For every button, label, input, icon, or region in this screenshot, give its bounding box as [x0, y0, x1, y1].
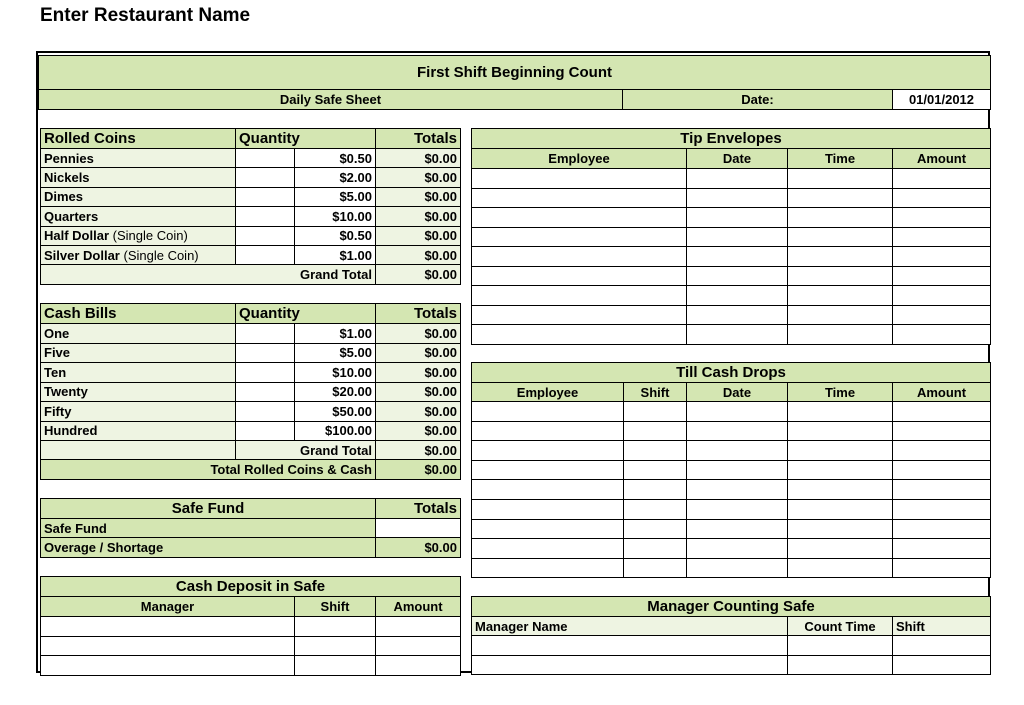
bill-total: $0.00	[375, 343, 461, 364]
tip-date-input[interactable]	[686, 188, 788, 209]
tip-date-input[interactable]	[686, 168, 788, 189]
tip-time-input[interactable]	[787, 168, 893, 189]
bill-value: $20.00	[294, 382, 376, 403]
page-title: Enter Restaurant Name	[40, 5, 251, 26]
till-employee-input[interactable]	[471, 558, 624, 579]
safe-fund-totals-label: Totals	[375, 498, 461, 519]
mgr-count-time-input[interactable]	[787, 655, 893, 676]
bill-row-label: Fifty	[40, 401, 236, 422]
till-date-input[interactable]	[686, 519, 788, 540]
tip-employee-input[interactable]	[471, 324, 687, 345]
till-col-amount: Amount	[892, 382, 991, 402]
tip-time-input[interactable]	[787, 188, 893, 209]
till-time-input[interactable]	[787, 440, 893, 461]
bill-row-label: Ten	[40, 362, 236, 383]
coin-total: $0.00	[375, 187, 461, 207]
tip-amount-input[interactable]	[892, 168, 991, 189]
tip-envelopes-title: Tip Envelopes	[471, 128, 991, 149]
till-employee-input[interactable]	[471, 401, 624, 422]
till-amount-input[interactable]	[892, 421, 991, 442]
tip-date-input[interactable]	[686, 305, 788, 326]
till-amount-input[interactable]	[892, 479, 991, 500]
till-employee-input[interactable]	[471, 460, 624, 481]
till-shift-input[interactable]	[623, 538, 687, 559]
bill-value: $100.00	[294, 421, 376, 442]
tip-col-time: Time	[787, 148, 893, 169]
coin-quantity-input[interactable]	[235, 167, 295, 187]
bill-total: $0.00	[375, 362, 461, 383]
bill-total: $0.00	[375, 323, 461, 344]
bill-value: $50.00	[294, 401, 376, 422]
till-shift-input[interactable]	[623, 460, 687, 481]
coin-note: (Single Coin)	[109, 228, 188, 244]
till-amount-input[interactable]	[892, 440, 991, 461]
tip-employee-input[interactable]	[471, 285, 687, 306]
tip-date-input[interactable]	[686, 227, 788, 248]
deposit-shift-input[interactable]	[294, 655, 376, 676]
bill-quantity-input[interactable]	[235, 421, 295, 442]
cash-deposit-title: Cash Deposit in Safe	[40, 576, 461, 597]
bill-row-label: Hundred	[40, 421, 236, 442]
till-time-input[interactable]	[787, 460, 893, 481]
tip-amount-input[interactable]	[892, 246, 991, 267]
coin-value: $0.50	[294, 226, 376, 246]
bills-grand-total-label: Grand Total	[235, 440, 376, 460]
tip-employee-input[interactable]	[471, 168, 687, 189]
deposit-manager-input[interactable]	[40, 655, 295, 676]
tip-time-input[interactable]	[787, 324, 893, 345]
till-date-input[interactable]	[686, 479, 788, 500]
safe-fund-input[interactable]	[375, 518, 461, 538]
till-cash-drops-title: Till Cash Drops	[471, 362, 991, 383]
till-time-input[interactable]	[787, 421, 893, 442]
coin-name: Half Dollar	[44, 228, 110, 244]
till-date-input[interactable]	[686, 558, 788, 579]
overage-shortage-value: $0.00	[375, 537, 461, 558]
till-col-shift: Shift	[623, 382, 687, 402]
tip-time-input[interactable]	[787, 207, 893, 228]
date-field[interactable]: 01/01/2012	[892, 89, 991, 110]
till-amount-input[interactable]	[892, 499, 991, 520]
coin-quantity-input[interactable]	[235, 245, 295, 265]
till-employee-input[interactable]	[471, 519, 624, 540]
till-date-input[interactable]	[686, 401, 788, 422]
tip-employee-input[interactable]	[471, 188, 687, 209]
mgr-name-input[interactable]	[471, 635, 788, 656]
bills-grand-total-value: $0.00	[375, 440, 461, 460]
coin-total: $0.00	[375, 245, 461, 265]
coin-total: $0.00	[375, 226, 461, 246]
col-amount: Amount	[375, 596, 461, 617]
safe-fund-title: Safe Fund	[40, 498, 376, 519]
till-time-input[interactable]	[787, 519, 893, 540]
coin-quantity-input[interactable]	[235, 206, 295, 226]
tip-amount-input[interactable]	[892, 227, 991, 248]
tip-employee-input[interactable]	[471, 266, 687, 287]
till-employee-input[interactable]	[471, 538, 624, 559]
overage-shortage-label: Overage / Shortage	[40, 537, 376, 558]
tip-time-input[interactable]	[787, 266, 893, 287]
coin-value: $5.00	[294, 187, 376, 207]
tip-employee-input[interactable]	[471, 227, 687, 248]
till-employee-input[interactable]	[471, 440, 624, 461]
tip-employee-input[interactable]	[471, 207, 687, 228]
till-time-input[interactable]	[787, 499, 893, 520]
till-shift-input[interactable]	[623, 479, 687, 500]
deposit-amount-input[interactable]	[375, 616, 461, 637]
coin-name: Dimes	[44, 189, 84, 205]
deposit-amount-input[interactable]	[375, 655, 461, 676]
daily-safe-sheet-header: Daily Safe Sheet	[38, 89, 623, 110]
bill-total: $0.00	[375, 382, 461, 403]
till-shift-input[interactable]	[623, 519, 687, 540]
bill-quantity-input[interactable]	[235, 343, 295, 364]
tip-amount-input[interactable]	[892, 285, 991, 306]
coin-total: $0.00	[375, 148, 461, 168]
till-shift-input[interactable]	[623, 499, 687, 520]
rolled-coins-totals-label: Totals	[375, 128, 461, 149]
coin-value: $2.00	[294, 167, 376, 187]
till-amount-input[interactable]	[892, 538, 991, 559]
rolled-coins-title: Rolled Coins	[40, 128, 236, 149]
till-col-employee: Employee	[471, 382, 624, 402]
till-time-input[interactable]	[787, 479, 893, 500]
till-shift-input[interactable]	[623, 558, 687, 579]
total-rolled-coins-cash-value: $0.00	[375, 459, 461, 480]
deposit-manager-input[interactable]	[40, 616, 295, 637]
till-date-input[interactable]	[686, 460, 788, 481]
deposit-manager-input[interactable]	[40, 636, 295, 657]
tip-col-date: Date	[686, 148, 788, 169]
cash-bills-title: Cash Bills	[40, 303, 236, 324]
total-rolled-coins-cash-label: Total Rolled Coins & Cash	[40, 459, 376, 480]
mgr-count-time-input[interactable]	[787, 635, 893, 656]
bill-quantity-input[interactable]	[235, 401, 295, 422]
coin-value: $0.50	[294, 148, 376, 168]
safe-sheet	[36, 51, 990, 673]
coin-name: Quarters	[44, 208, 99, 224]
tip-date-input[interactable]	[686, 324, 788, 345]
bills-grand-total-spacer	[40, 440, 236, 460]
till-shift-input[interactable]	[623, 440, 687, 461]
tip-amount-input[interactable]	[892, 266, 991, 287]
coins-grand-total-value: $0.00	[375, 264, 461, 285]
coin-quantity-input[interactable]	[235, 226, 295, 246]
tip-amount-input[interactable]	[892, 324, 991, 345]
till-date-input[interactable]	[686, 421, 788, 442]
bill-row-label: One	[40, 323, 236, 344]
coins-grand-total-label: Grand Total	[40, 264, 376, 285]
mgr-col-shift: Shift	[892, 616, 991, 636]
till-employee-input[interactable]	[471, 479, 624, 500]
coin-row-label	[40, 206, 236, 226]
tip-date-input[interactable]	[686, 266, 788, 287]
bill-row-label: Five	[40, 343, 236, 364]
manager-counting-title: Manager Counting Safe	[471, 596, 991, 617]
bill-total: $0.00	[375, 421, 461, 442]
coin-name: Pennies	[44, 150, 94, 166]
till-time-input[interactable]	[787, 401, 893, 422]
tip-amount-input[interactable]	[892, 188, 991, 209]
bill-value: $5.00	[294, 343, 376, 364]
mgr-col-name: Manager Name	[471, 616, 788, 636]
coin-row-label	[40, 148, 236, 168]
rolled-coins-quantity-label: Quantity	[235, 128, 376, 149]
deposit-amount-input[interactable]	[375, 636, 461, 657]
cash-bills-quantity-label: Quantity	[235, 303, 376, 324]
tip-col-amount: Amount	[892, 148, 991, 169]
tip-date-input[interactable]	[686, 285, 788, 306]
tip-date-input[interactable]	[686, 207, 788, 228]
till-time-input[interactable]	[787, 538, 893, 559]
tip-amount-input[interactable]	[892, 207, 991, 228]
coin-value: $10.00	[294, 206, 376, 226]
bill-quantity-input[interactable]	[235, 323, 295, 344]
coin-quantity-input[interactable]	[235, 148, 295, 168]
coin-name: Silver Dollar	[44, 247, 120, 263]
coin-note: (Single Coin)	[119, 247, 199, 263]
till-date-input[interactable]	[686, 499, 788, 520]
tip-time-input[interactable]	[787, 305, 893, 326]
till-employee-input[interactable]	[471, 499, 624, 520]
coin-total: $0.00	[375, 167, 461, 187]
tip-employee-input[interactable]	[471, 305, 687, 326]
col-manager: Manager	[40, 596, 295, 617]
tip-date-input[interactable]	[686, 246, 788, 267]
date-label: Date:	[622, 89, 893, 110]
till-amount-input[interactable]	[892, 558, 991, 579]
till-col-date: Date	[686, 382, 788, 402]
cash-bills-totals-label: Totals	[375, 303, 461, 324]
tip-employee-input[interactable]	[471, 246, 687, 267]
bill-value: $10.00	[294, 362, 376, 383]
till-amount-input[interactable]	[892, 401, 991, 422]
mgr-shift-input[interactable]	[892, 655, 991, 676]
coin-name: Nickels	[44, 170, 90, 186]
deposit-shift-input[interactable]	[294, 636, 376, 657]
tip-time-input[interactable]	[787, 227, 893, 248]
bill-total: $0.00	[375, 401, 461, 422]
till-amount-input[interactable]	[892, 460, 991, 481]
tip-col-employee: Employee	[471, 148, 687, 169]
coin-value: $1.00	[294, 245, 376, 265]
tip-time-input[interactable]	[787, 285, 893, 306]
bill-quantity-input[interactable]	[235, 382, 295, 403]
coin-row-label	[40, 187, 236, 207]
mgr-name-input[interactable]	[471, 655, 788, 676]
mgr-col-count-time: Count Time	[787, 616, 893, 636]
bill-value: $1.00	[294, 323, 376, 344]
till-date-input[interactable]	[686, 538, 788, 559]
safe-fund-row-label: Safe Fund	[40, 518, 376, 538]
till-time-input[interactable]	[787, 558, 893, 579]
first-shift-header: First Shift Beginning Count	[38, 55, 991, 90]
col-shift: Shift	[294, 596, 376, 617]
coin-row-label	[40, 167, 236, 187]
coin-total: $0.00	[375, 206, 461, 226]
deposit-shift-input[interactable]	[294, 616, 376, 637]
tip-amount-input[interactable]	[892, 305, 991, 326]
coin-quantity-input[interactable]	[235, 187, 295, 207]
till-employee-input[interactable]	[471, 421, 624, 442]
till-amount-input[interactable]	[892, 519, 991, 540]
tip-time-input[interactable]	[787, 246, 893, 267]
till-shift-input[interactable]	[623, 421, 687, 442]
mgr-shift-input[interactable]	[892, 635, 991, 656]
till-col-time: Time	[787, 382, 893, 402]
till-shift-input[interactable]	[623, 401, 687, 422]
bill-row-label: Twenty	[40, 382, 236, 403]
coin-row-label	[40, 226, 236, 246]
bill-quantity-input[interactable]	[235, 362, 295, 383]
till-date-input[interactable]	[686, 440, 788, 461]
coin-row-label	[40, 245, 236, 265]
